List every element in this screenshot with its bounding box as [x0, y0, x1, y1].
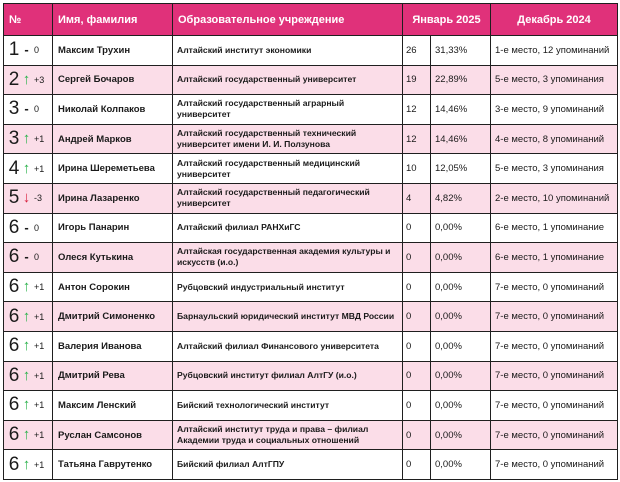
institution-name: Алтайский институт труда и права – филиал Академии труда и социальных отношений — [173, 420, 403, 450]
rank-number: 6 — [8, 305, 20, 327]
december-result: 7-е место, 0 упоминаний — [491, 420, 618, 450]
mentions-percent: 22,89% — [431, 65, 491, 95]
rank-delta: +1 — [34, 400, 45, 411]
header-december: Декабрь 2024 — [491, 4, 618, 36]
person-name: Дмитрий Симоненко — [53, 302, 173, 332]
table-row — [4, 302, 618, 332]
institution-name: Алтайский государственный педагогический университет — [173, 183, 403, 213]
table-row — [4, 183, 618, 213]
table-row — [4, 95, 618, 125]
mentions-percent: 0,00% — [431, 391, 491, 421]
mentions-count: 26 — [403, 36, 431, 66]
institution-name: Алтайский государственный технический университет имени И. И. Ползунова — [173, 124, 403, 154]
mentions-percent: 12,05% — [431, 154, 491, 184]
header-institution: Образовательное учреждение — [173, 4, 403, 36]
table-row — [4, 361, 618, 391]
rank-number: 5 — [8, 187, 20, 209]
table-row — [4, 272, 618, 302]
trend-up-arrow-icon: ↑ — [22, 278, 31, 296]
december-result: 7-е место, 0 упоминаний — [491, 361, 618, 391]
december-result: 7-е место, 0 упоминаний — [491, 302, 618, 332]
mentions-percent: 0,00% — [431, 272, 491, 302]
institution-name: Рубцовский индустриальный институт — [173, 272, 403, 302]
december-result: 4-е место, 8 упоминаний — [491, 124, 618, 154]
rank-number: 2 — [8, 68, 20, 90]
institution-name: Алтайский государственный аграрный университет — [173, 95, 403, 125]
rank-delta: +1 — [34, 134, 45, 145]
mentions-count: 0 — [403, 272, 431, 302]
rank-cell — [4, 450, 53, 480]
rank-cell — [4, 213, 53, 243]
trend-dash-icon: - — [24, 249, 29, 265]
december-result: 1-е место, 12 упоминаний — [491, 36, 618, 66]
mentions-count: 4 — [403, 183, 431, 213]
table-row — [4, 154, 618, 184]
institution-name: Бийский филиал АлтГПУ — [173, 450, 403, 480]
person-name: Максим Трухин — [53, 36, 173, 66]
table-row — [4, 243, 618, 273]
table-row — [4, 420, 618, 450]
mentions-count: 0 — [403, 450, 431, 480]
mentions-count: 0 — [403, 243, 431, 273]
rank-number: 6 — [8, 424, 20, 446]
december-result: 2-е место, 10 упоминаний — [491, 183, 618, 213]
rank-cell — [4, 302, 53, 332]
mentions-percent: 0,00% — [431, 243, 491, 273]
person-name: Игорь Панарин — [53, 213, 173, 243]
mentions-count: 0 — [403, 420, 431, 450]
rank-number: 3 — [8, 128, 20, 150]
rank-cell — [4, 391, 53, 421]
rank-number: 6 — [8, 216, 20, 238]
rank-number: 4 — [8, 157, 20, 179]
rank-cell — [4, 243, 53, 273]
table-row — [4, 331, 618, 361]
december-result: 7-е место, 0 упоминаний — [491, 331, 618, 361]
mentions-count: 0 — [403, 391, 431, 421]
trend-up-arrow-icon: ↑ — [22, 159, 31, 177]
rank-cell — [4, 36, 53, 66]
rank-delta: 0 — [34, 252, 40, 263]
rank-delta: +1 — [34, 341, 45, 352]
rank-cell — [4, 420, 53, 450]
rank-delta: +1 — [34, 430, 45, 441]
mentions-percent: 0,00% — [431, 420, 491, 450]
header-rank: № — [4, 4, 53, 36]
rank-delta: +1 — [34, 163, 45, 174]
december-result: 6-е место, 1 упоминание — [491, 213, 618, 243]
institution-name: Алтайский государственный университет — [173, 65, 403, 95]
trend-up-arrow-icon: ↑ — [22, 70, 31, 88]
person-name: Ирина Лазаренко — [53, 183, 173, 213]
institution-name: Алтайский институт экономики — [173, 36, 403, 66]
person-name: Валерия Иванова — [53, 331, 173, 361]
rank-number: 6 — [8, 335, 20, 357]
rank-cell — [4, 331, 53, 361]
december-result: 6-е место, 1 упоминание — [491, 243, 618, 273]
rank-cell — [4, 95, 53, 125]
rank-cell — [4, 65, 53, 95]
rank-delta: +1 — [34, 459, 45, 470]
table-row — [4, 36, 618, 66]
rank-cell — [4, 124, 53, 154]
rank-number: 6 — [8, 364, 20, 386]
december-result: 7-е место, 0 упоминаний — [491, 272, 618, 302]
rank-cell — [4, 154, 53, 184]
rank-delta: +1 — [34, 282, 45, 293]
mentions-percent: 14,46% — [431, 95, 491, 125]
person-name: Антон Сорокин — [53, 272, 173, 302]
header-name: Имя, фамилия — [53, 4, 173, 36]
december-result: 5-е место, 3 упоминания — [491, 65, 618, 95]
rank-cell — [4, 183, 53, 213]
mentions-count: 0 — [403, 361, 431, 391]
person-name: Руслан Самсонов — [53, 420, 173, 450]
person-name: Олеся Кутькина — [53, 243, 173, 273]
trend-up-arrow-icon: ↑ — [22, 366, 31, 384]
rank-number: 6 — [8, 453, 20, 475]
trend-dash-icon: - — [24, 101, 29, 117]
mentions-count: 12 — [403, 124, 431, 154]
mentions-percent: 0,00% — [431, 450, 491, 480]
mentions-percent: 0,00% — [431, 361, 491, 391]
december-result: 7-е место, 0 упоминаний — [491, 450, 618, 480]
rank-delta: -3 — [34, 193, 43, 204]
header-january: Январь 2025 — [403, 4, 491, 36]
institution-name: Бийский технологический институт — [173, 391, 403, 421]
december-result: 5-е место, 3 упоминания — [491, 154, 618, 184]
table-row — [4, 213, 618, 243]
institution-name: Алтайский филиал Финансового университета — [173, 331, 403, 361]
person-name: Андрей Марков — [53, 124, 173, 154]
table-row — [4, 65, 618, 95]
person-name: Дмитрий Рева — [53, 361, 173, 391]
rank-delta: 0 — [34, 45, 40, 56]
mentions-count: 0 — [403, 331, 431, 361]
trend-up-arrow-icon: ↑ — [22, 130, 31, 148]
trend-up-arrow-icon: ↑ — [22, 307, 31, 325]
rank-number: 3 — [8, 98, 20, 120]
person-name: Ирина Шереметьева — [53, 154, 173, 184]
trend-dash-icon: - — [24, 42, 29, 58]
mentions-percent: 0,00% — [431, 213, 491, 243]
ranking-table — [3, 3, 618, 480]
mentions-count: 0 — [403, 213, 431, 243]
table-header-row — [4, 4, 618, 36]
person-name: Татьяна Гаврутенко — [53, 450, 173, 480]
person-name: Николай Колпаков — [53, 95, 173, 125]
institution-name: Рубцовский институт филиал АлтГУ (и.о.) — [173, 361, 403, 391]
ranking-table-container — [3, 3, 617, 479]
mentions-percent: 14,46% — [431, 124, 491, 154]
institution-name: Алтайский филиал РАНХиГС — [173, 213, 403, 243]
person-name: Сергей Бочаров — [53, 65, 173, 95]
mentions-count: 0 — [403, 302, 431, 332]
trend-up-arrow-icon: ↑ — [22, 455, 31, 473]
person-name: Максим Ленский — [53, 391, 173, 421]
rank-number: 1 — [8, 39, 20, 61]
rank-delta: +3 — [34, 74, 45, 85]
rank-delta: 0 — [34, 104, 40, 115]
trend-down-arrow-icon: ↓ — [22, 189, 31, 207]
trend-up-arrow-icon: ↑ — [22, 426, 31, 444]
mentions-percent: 0,00% — [431, 331, 491, 361]
rank-number: 6 — [8, 246, 20, 268]
mentions-count: 19 — [403, 65, 431, 95]
table-body — [4, 36, 618, 480]
rank-number: 6 — [8, 394, 20, 416]
institution-name: Алтайский государственный медицинский университет — [173, 154, 403, 184]
trend-dash-icon: - — [24, 219, 29, 235]
mentions-percent: 4,82% — [431, 183, 491, 213]
rank-cell — [4, 361, 53, 391]
trend-up-arrow-icon: ↑ — [22, 396, 31, 414]
table-row — [4, 450, 618, 480]
mentions-count: 10 — [403, 154, 431, 184]
rank-delta: +1 — [34, 370, 45, 381]
december-result: 3-е место, 9 упоминаний — [491, 95, 618, 125]
table-row — [4, 391, 618, 421]
rank-delta: 0 — [34, 222, 40, 233]
mentions-percent: 31,33% — [431, 36, 491, 66]
rank-delta: +1 — [34, 311, 45, 322]
rank-number: 6 — [8, 276, 20, 298]
trend-up-arrow-icon: ↑ — [22, 337, 31, 355]
institution-name: Барнаульский юридический институт МВД России — [173, 302, 403, 332]
table-row — [4, 124, 618, 154]
december-result: 7-е место, 0 упоминаний — [491, 391, 618, 421]
mentions-count: 12 — [403, 95, 431, 125]
rank-cell — [4, 272, 53, 302]
institution-name: Алтайская государственная академия культуры и искусств (и.о.) — [173, 243, 403, 273]
mentions-percent: 0,00% — [431, 302, 491, 332]
